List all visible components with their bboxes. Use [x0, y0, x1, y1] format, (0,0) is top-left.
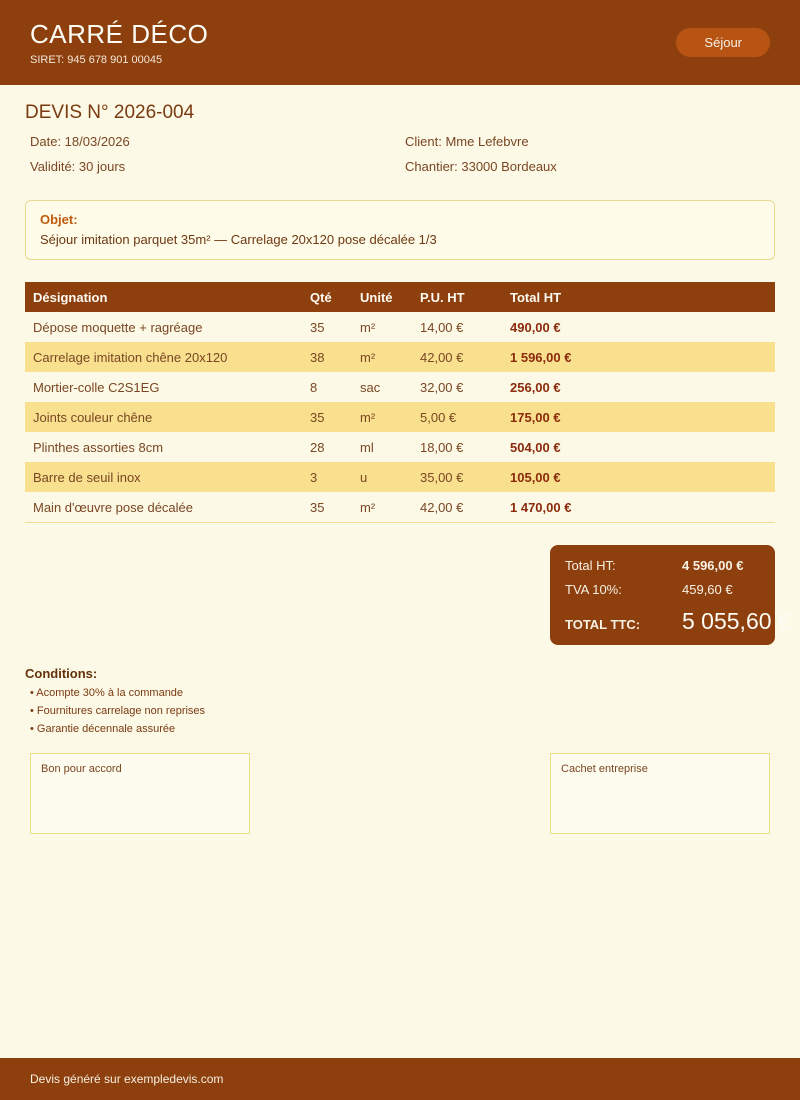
cell-total: 256,00 € — [510, 379, 561, 395]
quote-title: DEVIS N° 2026-004 — [25, 102, 195, 123]
content-area — [0, 102, 800, 834]
total-ht-label: Total HT: — [565, 558, 616, 573]
objet-box — [25, 200, 775, 260]
signature-box-cachet: Cachet entreprise — [550, 753, 770, 834]
table-row — [25, 462, 775, 492]
cell-pu: 5,00 € — [420, 409, 457, 425]
objet-label: Objet: — [40, 212, 78, 227]
siret-text: SIRET: 945 678 901 00045 — [30, 54, 163, 66]
tva-label: TVA 10%: — [565, 582, 622, 597]
footer-text: Devis généré sur exempledevis.com — [30, 1072, 224, 1086]
table-row — [25, 432, 775, 462]
cell-designation: Main d'œuvre pose décalée — [33, 499, 194, 515]
cell-designation: Carrelage imitation chêne 20x120 — [33, 349, 228, 365]
quote-date: Date: 18/03/2026 — [30, 134, 130, 149]
cell-unit: sac — [360, 379, 381, 395]
table-row — [25, 402, 775, 432]
tva-value: 459,60 € — [682, 582, 733, 597]
cell-designation: Mortier-colle C2S1EG — [33, 379, 160, 395]
total-ht-value: 4 596,00 € — [682, 558, 744, 573]
condition-item: • Garantie décennale assurée — [30, 723, 176, 735]
quote-client: Client: Mme Lefebvre — [405, 134, 529, 149]
page-footer — [0, 1058, 800, 1100]
quote-site: Chantier: 33000 Bordeaux — [405, 159, 557, 174]
cell-designation: Dépose moquette + ragréage — [33, 319, 203, 335]
cell-pu: 18,00 € — [420, 439, 464, 455]
cell-total: 1 596,00 € — [510, 349, 572, 365]
company-block — [30, 19, 208, 66]
conditions-section — [25, 666, 775, 738]
cell-unit: m² — [360, 319, 376, 335]
cell-pu: 32,00 € — [420, 379, 464, 395]
header-cell-qty: Qté — [310, 289, 332, 305]
conditions-title: Conditions: — [25, 666, 98, 681]
header-cell-designation: Désignation — [33, 289, 108, 305]
cell-total: 504,00 € — [510, 439, 561, 455]
totals-box — [550, 545, 791, 645]
cell-total: 1 470,00 € — [510, 499, 572, 515]
company-name: CARRÉ DÉCO — [30, 19, 209, 49]
table-header-row — [25, 282, 775, 312]
header-cell-total: Total HT — [510, 289, 562, 305]
tva-row — [565, 582, 760, 597]
cell-unit: ml — [360, 439, 374, 455]
cell-qty: 28 — [310, 439, 325, 455]
total-ttc-label: TOTAL TTC: — [565, 617, 641, 632]
total-ttc-value: 5 055,60 € — [682, 608, 791, 634]
cell-unit: m² — [360, 349, 376, 365]
cell-unit: u — [360, 469, 368, 485]
cell-qty: 38 — [310, 349, 325, 365]
header-cell-unit: Unité — [360, 289, 393, 305]
cell-unit: m² — [360, 499, 376, 515]
cell-pu: 35,00 € — [420, 469, 464, 485]
cell-qty: 3 — [310, 469, 318, 485]
page-header — [0, 0, 800, 85]
cell-qty: 35 — [310, 319, 325, 335]
cell-total: 105,00 € — [510, 469, 561, 485]
quote-info-grid — [25, 134, 775, 175]
header-cell-pu: P.U. HT — [420, 289, 465, 305]
cell-total: 175,00 € — [510, 409, 561, 425]
totals-wrap — [25, 545, 791, 645]
cell-designation: Barre de seuil inox — [33, 469, 141, 485]
cell-unit: m² — [360, 409, 376, 425]
table-row — [25, 492, 775, 522]
condition-item: • Fournitures carrelage non reprises — [30, 705, 206, 717]
signature-row — [25, 753, 775, 834]
conditions-list — [25, 684, 775, 738]
table-row — [25, 372, 775, 402]
cell-designation: Joints couleur chêne — [33, 409, 153, 425]
table-row — [25, 312, 775, 342]
condition-item: • Acompte 30% à la commande — [30, 687, 184, 699]
cell-total: 490,00 € — [510, 319, 561, 335]
cell-designation: Plinthes assorties 8cm — [33, 439, 164, 455]
quote-validity: Validité: 30 jours — [30, 159, 126, 174]
table-row — [25, 342, 775, 372]
cell-pu: 14,00 € — [420, 319, 464, 335]
room-badge: Séjour — [676, 28, 770, 57]
cell-pu: 42,00 € — [420, 499, 464, 515]
cell-pu: 42,00 € — [420, 349, 464, 365]
cell-qty: 35 — [310, 499, 325, 515]
total-ttc-row — [565, 606, 791, 636]
objet-text: Séjour imitation parquet 35m² — Carrelage 20x120 pose décalée 1/3 — [40, 232, 437, 247]
cell-qty: 35 — [310, 409, 325, 425]
items-table — [25, 282, 775, 523]
total-ht-row — [565, 558, 760, 573]
cell-qty: 8 — [310, 379, 318, 395]
signature-box-accord: Bon pour accord — [30, 753, 250, 834]
